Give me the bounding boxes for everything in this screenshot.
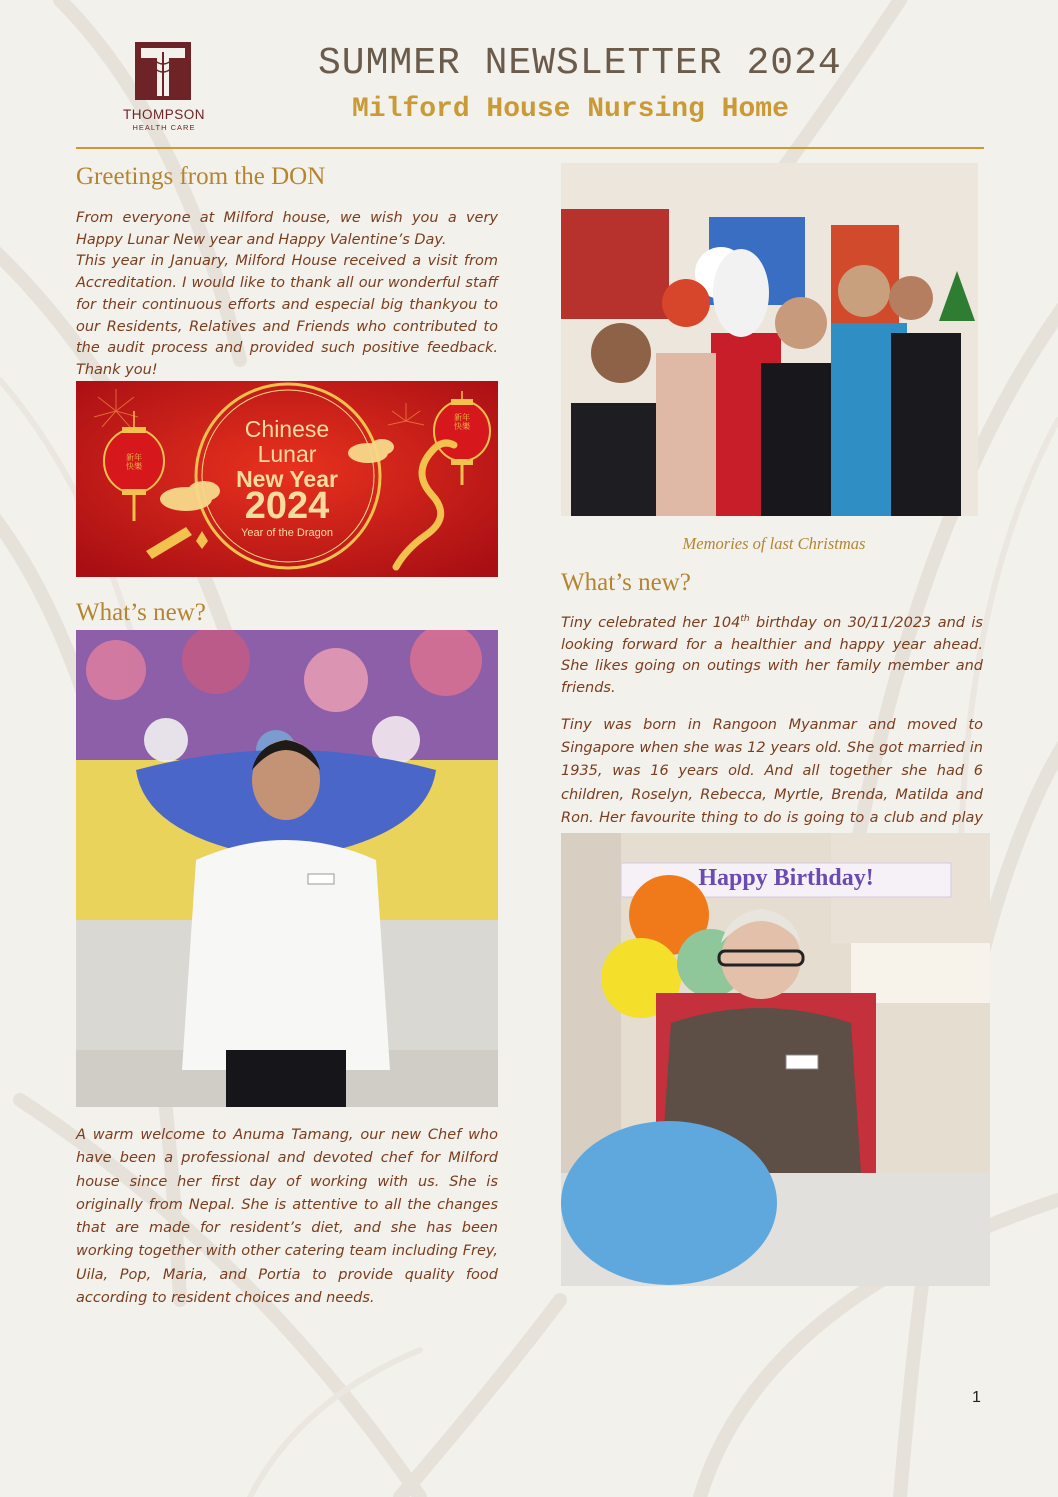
birthday-story-text <box>561 613 983 854</box>
happy-birthday-banner: Happy Birthday! <box>698 865 874 891</box>
christmas-photo <box>561 163 978 516</box>
newsletter-title: SUMMER NEWSLETTER 2024 <box>318 42 842 85</box>
page-number: 1 <box>972 1389 981 1406</box>
whats-new-right-heading: What’s new? <box>561 569 691 596</box>
banner-line-new-year: New Year <box>236 466 338 492</box>
banner-line-lunar: Lunar <box>257 441 317 467</box>
banner-tagline: Year of the Dragon <box>241 527 333 539</box>
greetings-text <box>76 208 498 382</box>
banner-line-chinese: Chinese <box>244 416 330 442</box>
whats-new-left-heading: What’s new? <box>76 599 206 626</box>
lantern-text-right: 新年快樂 <box>454 413 470 431</box>
chef-photo <box>76 630 498 1107</box>
christmas-caption: Memories of last Christmas <box>682 534 866 553</box>
greetings-paragraph-1: From everyone at Milford house, we wish you a very Happy Lunar New year and Happy Valentine’s Day. <box>76 210 498 248</box>
logo-mark-icon <box>114 38 214 108</box>
header-divider <box>76 147 984 149</box>
birthday-photo <box>561 833 990 1286</box>
lantern-text-left: 新年快樂 <box>126 453 142 471</box>
logo-subtitle: HEALTH CARE <box>132 123 196 132</box>
newsletter-subtitle: Milford House Nursing Home <box>352 94 789 125</box>
logo-name: THOMPSON <box>122 107 205 122</box>
lunar-new-year-banner <box>76 381 498 577</box>
birthday-paragraph-1: Tiny celebrated her 104th birthday on 30/11/2023 and is looking forward for a healthier and happy year ahead. She likes going on outings with her family member and friends. <box>561 614 983 697</box>
greetings-paragraph-2: This year in January, Milford House received a visit from Accreditation. I would like to thank all our wonderful staff for their continuous efforts and especial big thankyou to our Residents, Relatives and Friends who contributed to the audit process and provided such positive feedback. Thank you! <box>76 253 498 378</box>
birthday-paragraph-2: Tiny was born in Rangoon Myanmar and moved to Singapore when she was 12 years old. She got married in 1935, was 16 years old. And all together she had 6 children, Roselyn, Rebecca, Myrtle, Brenda, Matilda and Ron. Her favourite thing to do is going to a club and play <box>561 716 983 826</box>
banner-year: 2024 <box>244 485 330 527</box>
thompson-logo <box>114 38 214 134</box>
chef-welcome-text: A warm welcome to Anuma Tamang, our new Chef who have been a professional and devoted chef for Milford house since her first day of working with us. She is originally from Nepal. She is attentive to all the changes that are made for resident’s diet, and she has been working together with other catering team including Frey, Uila, Pop, Maria, and Portia to provide quality food according to resident choices and needs. <box>76 1127 498 1307</box>
greetings-heading: Greetings from the DON <box>76 163 326 190</box>
